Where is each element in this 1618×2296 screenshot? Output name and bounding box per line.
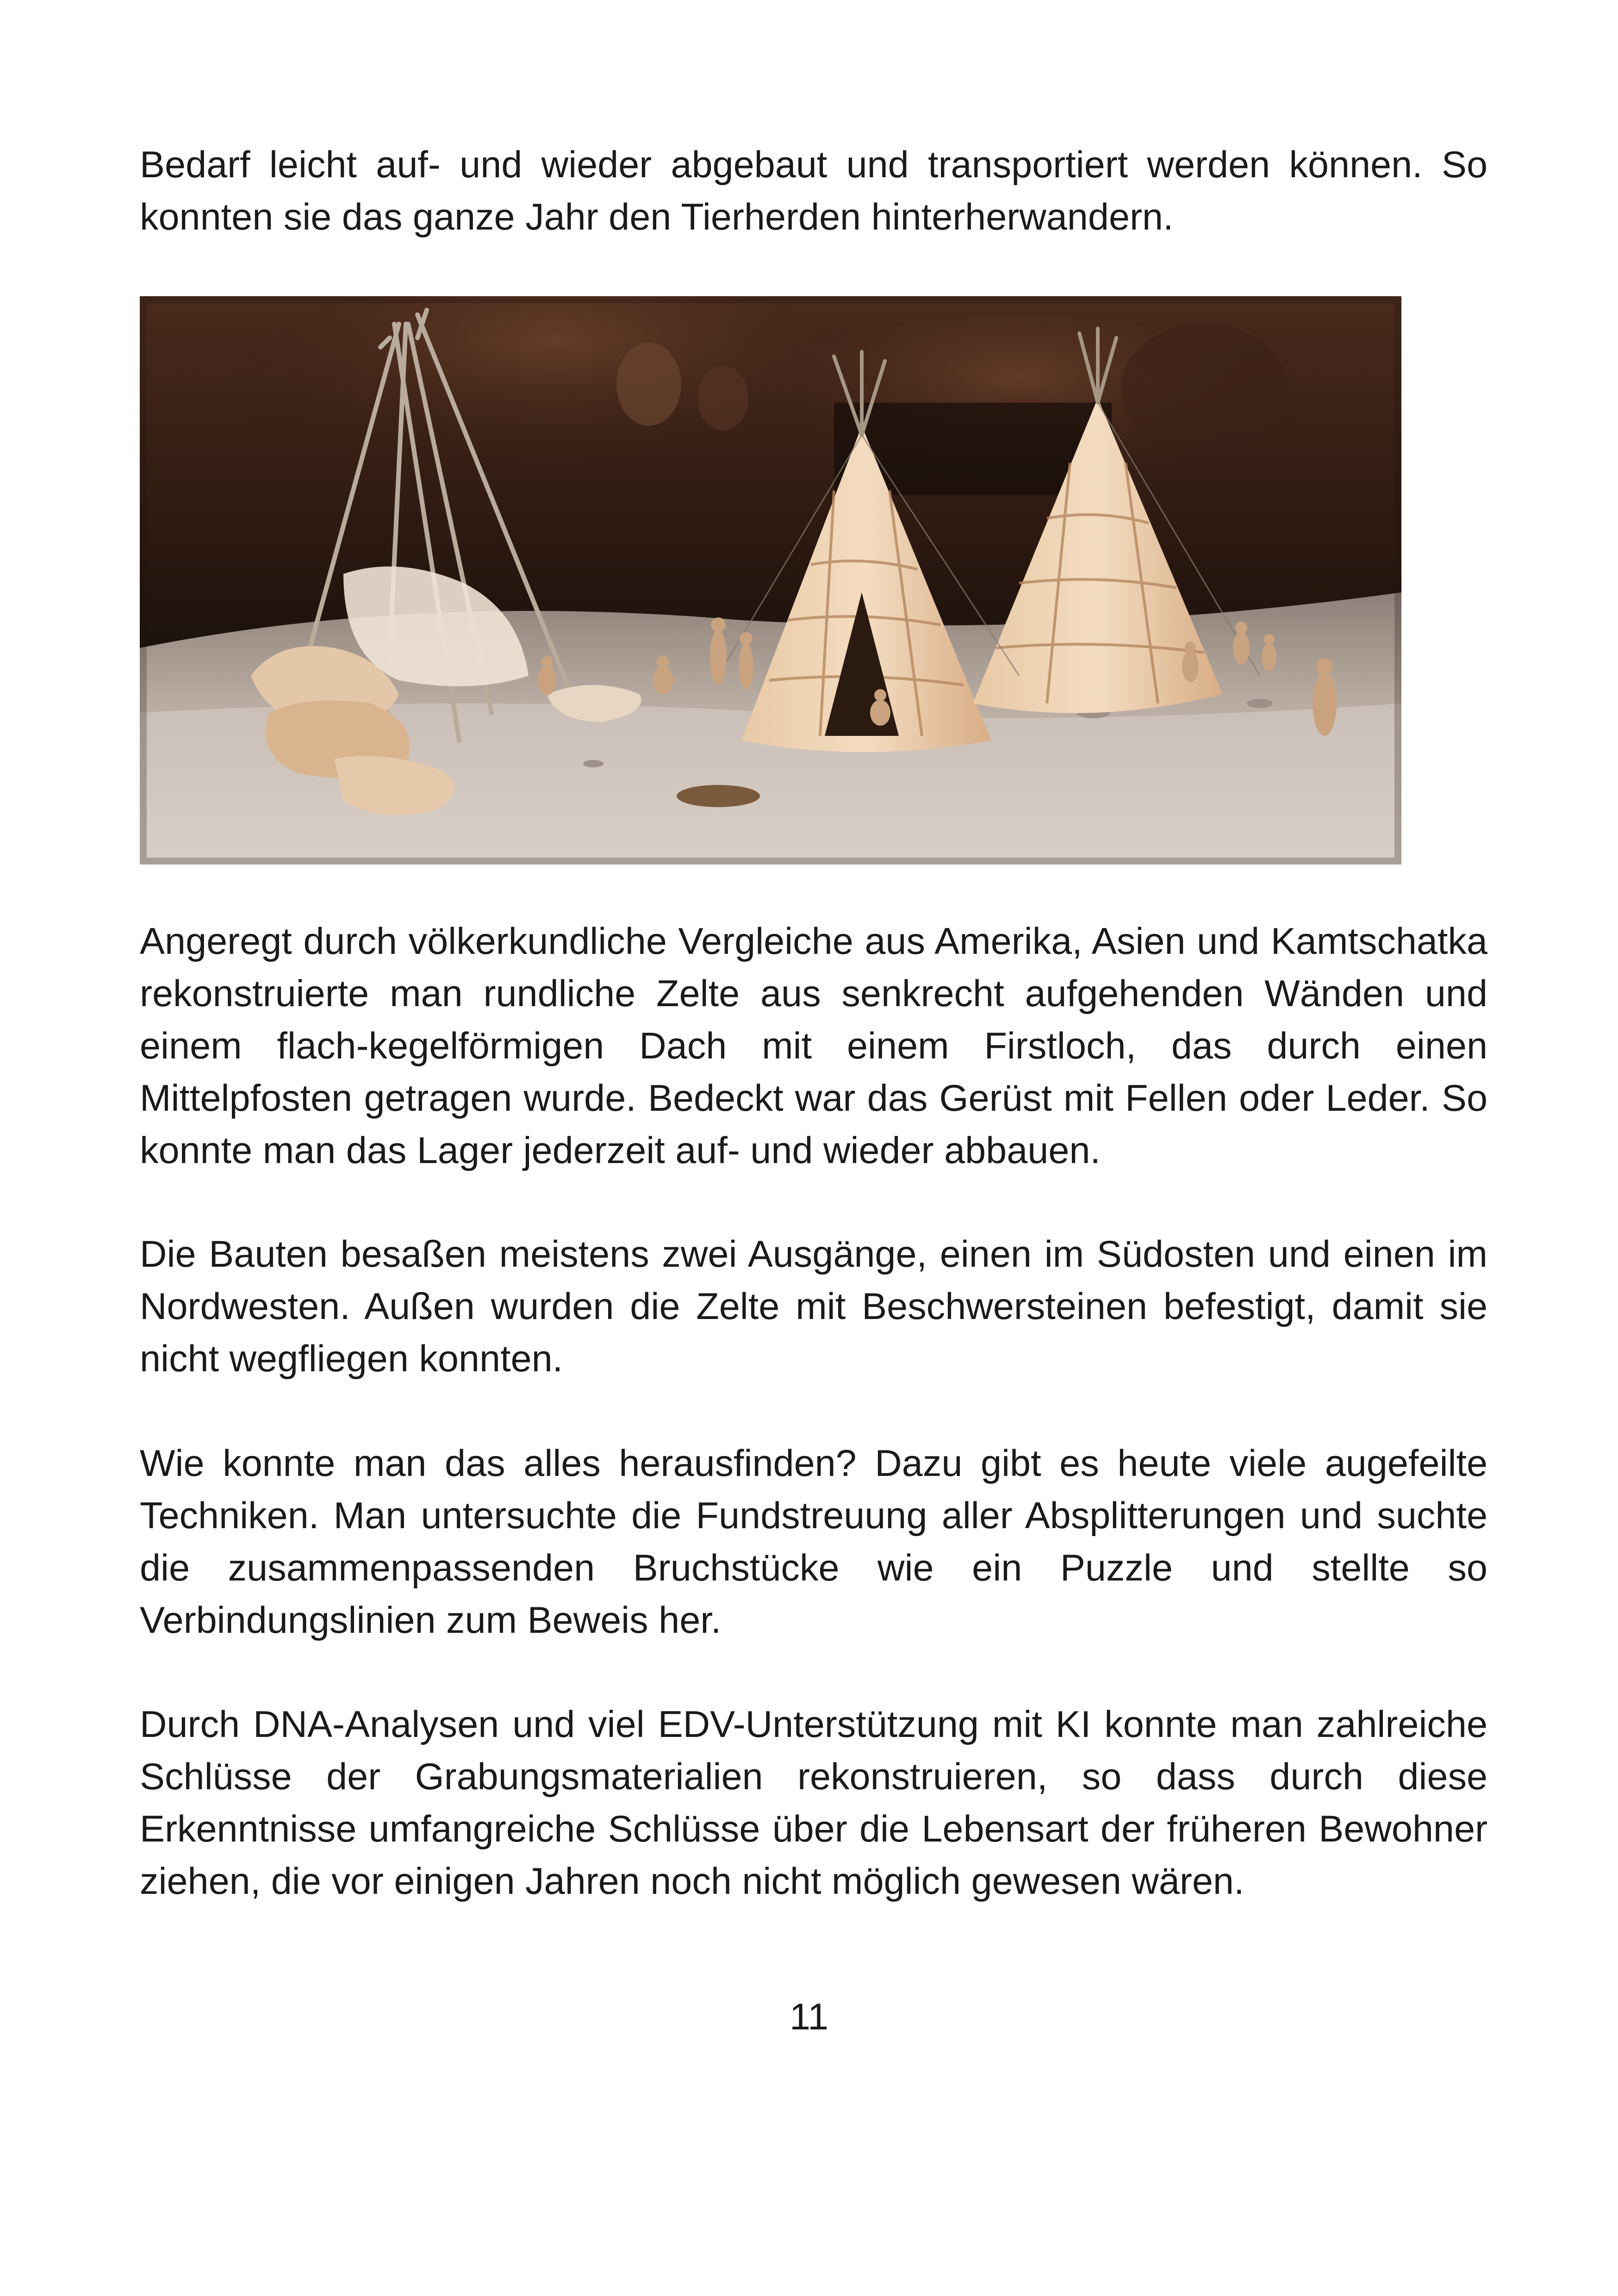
paragraph-tent-reconstruction: Angeregt durch völkerkundliche Vergleiche aus Amerika, Asien und Kamtschatka rekonstruierte man rundliche Zelte aus senkrecht aufgehenden Wänden und einem flach-kegelförmigen Dach mit einem Firstloch, das durch einen Mittelpfosten getragen wurde. Bedeckt war das Gerüst mit Fellen oder Leder. So konnte man das Lager jederzeit auf- und wieder abbauen. xyxy=(140,921,1487,1171)
paragraph-dna-analysis: Durch DNA-Analysen und viel EDV-Unterstützung mit KI konnte man zahlreiche Schlüsse der Grabungsmaterialien rekonstruieren, so dass durch diese Erkenntnisse umfangreiche Schlüsse über die Lebensart der früheren Bewohner ziehen, die vor einigen Jahren noch nicht möglich gewesen wären. xyxy=(140,1704,1487,1902)
paragraph-techniques: Wie konnte man das alles herausfinden? Dazu gibt es heute viele augefeilte Techniken. Man untersuchte die Fundstreuung aller Absplitterungen und suchte die zusammenpassenden Bruchstücke wie ein Puzzle und stellte so Verbindungslinien zum Beweis her. xyxy=(140,1443,1487,1641)
paragraph-intro: Bedarf leicht auf- und wieder abgebaut und transportiert werden können. So konnten sie das ganze Jahr den Tierherden hinterherwandern. xyxy=(140,144,1487,238)
tent-camp-diorama-image xyxy=(140,296,1401,865)
page-number: 11 xyxy=(789,1996,829,2038)
paragraph-exits: Die Bauten besaßen meistens zwei Ausgänge, einen im Südosten und einen im Nordwesten. Außen wurden die Zelte mit Beschwersteinen befestigt, damit sie nicht wegfliegen konnten. xyxy=(140,1233,1487,1380)
museum-diorama-photo xyxy=(140,296,1401,865)
